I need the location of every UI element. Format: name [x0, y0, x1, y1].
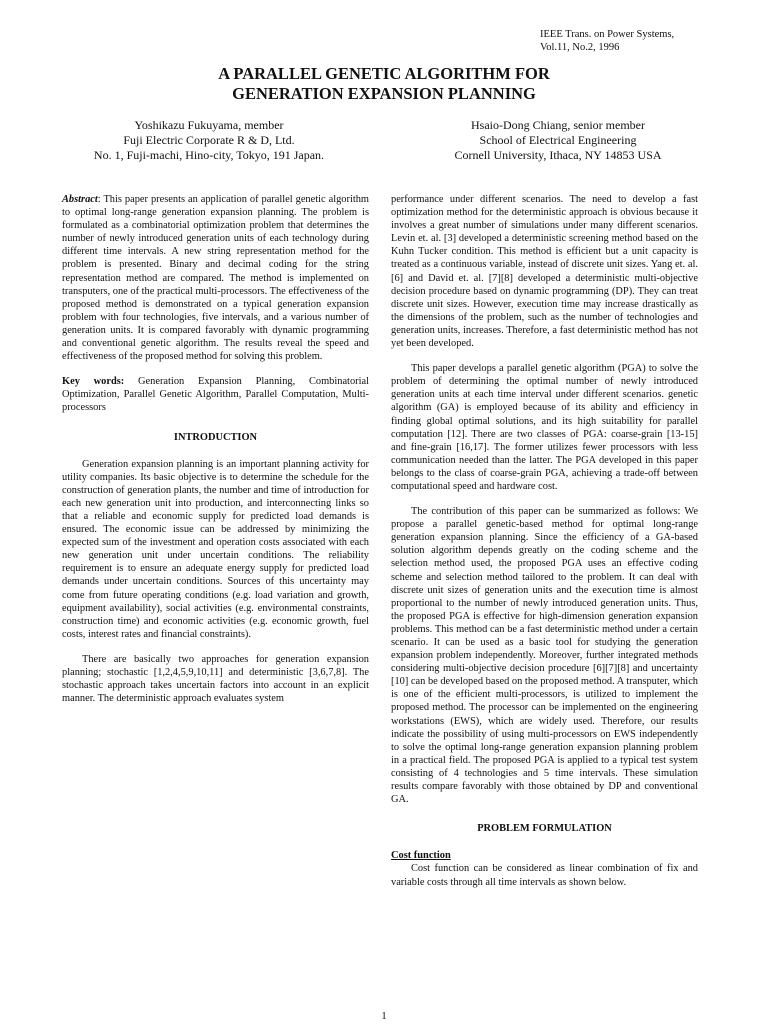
venue-citation	[540, 28, 674, 54]
cost-function-paragraph: Cost function can be considered as linear combination of fix and variable costs through all time intervals as shown below.	[391, 863, 698, 888]
page-number: 1	[381, 1010, 387, 1022]
section-heading-introduction: INTRODUCTION	[173, 431, 258, 443]
keywords-text: Generation Expansion Planning, Combinatorial Optimization, Parallel Genetic Algorithm, Parallel Computation, Multi-processors	[62, 376, 369, 414]
author-address: No. 1, Fuji-machi, Hino-city, Tokyo, 191 Japan.	[93, 148, 325, 162]
left-column	[62, 193, 369, 717]
section-heading-problem-formulation: PROBLEM FORMULATION	[477, 823, 612, 835]
intro-paragraph-3: performance under different scenarios. The need to develop a fast optimization method for the deterministic approach is obvious because it involves a great number of simulations under many different scenarios. Levin et. al. [3] developed a deterministic screening method based on the Kuhn Tucker condition. This method is efficient but a unit capacity is treated as a continuous variable, instead of discrete unit sizes. Yang et. al. [6] and David et. al. [7][8] developed a deterministic multi-objective decision procedure based on dynamic programming (DP). They can treat discrete unit sizes. However, execution time may increase drastically as the dimensions of the problem, such as the number of technologies and generation units, increases. Therefore, a fast deterministic method has not yet been developed.	[391, 194, 698, 350]
abstract-text: : This paper presents an application of parallel genetic algorithm to optimal long-range generation expansion planning. The problem is formulated as a combinatorial optimization problem that determines the number of newly introduced generation units of each technology during different time intervals. A new string representation method for the problem is presented. Binary and decimal coding for the string representation method are compared. The method is implemented on transputers, one of the practical multi-processors. The effectiveness of the proposed method is demonstrated on a typical generation expansion problem with four technologies, five intervals, and a various number of generation units. It is compared favorably with dynamic programming and conventional genetic algorithm. The results reveal the speed and effectiveness of the proposed method for solving this problem.	[62, 194, 369, 363]
author-name: Hsaio-Dong Chiang, senior member	[471, 118, 645, 132]
intro-paragraph-1: Generation expansion planning is an important planning activity for utility companies. Its basic objective is to determine the schedule for the construction of generation plants, the number and time of introduction for each new generation unit into production, and interconnecting links so that a reliable and economic supply for predicted load demands is ensured. The economic issue can be addressed by minimizing the expected sum of the investment and operation costs associated with each new generation unit under uncertain conditions. The reliability requirement is to ensure an adequate energy supply for predicted load demands under uncertain conditions. Sources of this uncertainty may come from future operating conditions (e.g. load variation and growth, equipment availability), social activities (e.g. environmental constraints, construction time) and economic activities (e.g. economic growth, fuel costs, interest rates and financial constraints).	[62, 458, 369, 640]
author-address: Cornell University, Ithaca, NY 14853 USA	[454, 148, 662, 162]
title-line-2: GENERATION EXPANSION PLANNING	[232, 84, 536, 103]
author-block-1	[64, 118, 354, 163]
author-name: Yoshikazu Fukuyama, member	[134, 118, 284, 132]
author-org: School of Electrical Engineering	[479, 133, 637, 147]
title-line-1: A PARALLEL GENETIC ALGORITHM FOR	[218, 64, 550, 83]
keywords-label: Key words:	[62, 376, 125, 388]
subheading-cost-function: Cost function	[391, 850, 451, 862]
author-org: Fuji Electric Corporate R & D, Ltd.	[123, 133, 295, 147]
venue-line-2: Vol.11, No.2, 1996	[540, 42, 620, 53]
intro-paragraph-5: The contribution of this paper can be summarized as follows: We propose a parallel genetic-based method for optimal long-range generation expansion planning. Since the efficiency of a GA-based solution algorithm depends greatly on the coding scheme and the selection method used, the proposed PGA uses an effective coding scheme and selection method tailored to the problem. It can deal with discrete unit sizes of generation units and the execution time is almost proportional to the number of newly introduced generation units. Thus, the proposed PGA is effective for high-dimension generation expansion problems. This method can be a fast deterministic method under a certain scenario. It can be used as a basic tool for studying the generation expansion problem independently. Moreover, further integrated methods considering multi-objective decision procedure [6][7][8] and uncertainty [10] can be developed based on the proposed method. A transputer, which is one of the efficient multi-processors, is utilized to implement the proposed method. The processor can be implemented on the engineering workstations (EWS), which are widely used. Therefore, our results indicate the possibility of using multi-processors on EWS independently to solve the optimal long-range generation expansion planning problem in a practical field. The proposed PGA is applied to a typical test system consisting of 4 technologies and 5 time intervals. These simulation results compare favorably with those obtained by DP and conventional GA.	[391, 506, 698, 806]
intro-paragraph-2: There are basically two approaches for generation expansion planning; stochastic [1,2,4,5,9,10,11] and deterministic [3,6,7,8]. The stochastic approach takes uncertain factors into account in an explicit manner. The deterministic approach evaluates system	[62, 653, 369, 705]
keywords	[62, 375, 369, 414]
paper-title	[0, 64, 768, 104]
abstract-label: Abstract	[62, 194, 98, 205]
right-column	[391, 193, 698, 901]
author-block-2	[408, 118, 708, 163]
intro-paragraph-4: This paper develops a parallel genetic algorithm (PGA) to solve the problem of determining the optimal number of newly introduced generation units at each time interval under different scenarios. genetic algorithm (GA) is employed because of its ability and efficiency in finding global optimal solutions, and its high suitability for parallel computation [12]. There are two classes of PGA: coarse-grain [13-15] and fine-grain [16,17]. The former utilizes fewer processors with less communication needed than the latter. The PGA developed in this paper belongs to the class of coarse-grain PGA, achieving a trade-off between computational speed and hardware cost.	[391, 363, 698, 492]
abstract	[62, 193, 369, 363]
venue-line-1: IEEE Trans. on Power Systems,	[540, 29, 675, 40]
